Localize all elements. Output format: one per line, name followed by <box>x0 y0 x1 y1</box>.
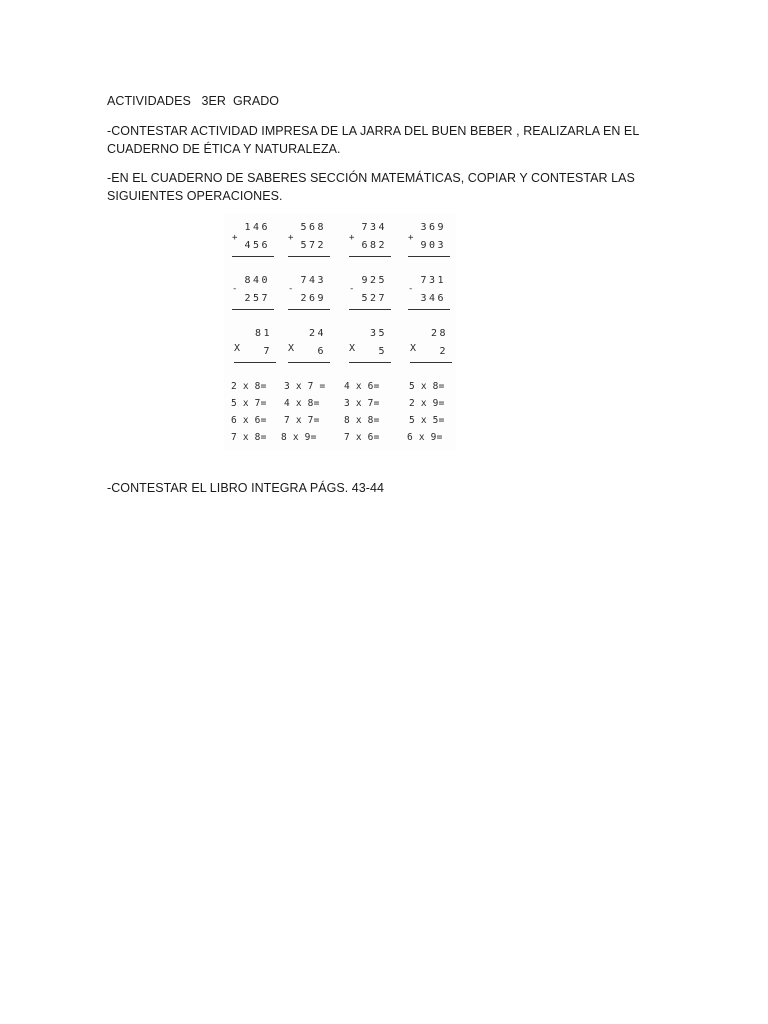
plus-sign: + <box>232 233 238 243</box>
addition-problem <box>232 222 272 262</box>
top-number: 925 <box>361 275 387 286</box>
bottom-number: 527 <box>361 293 387 304</box>
multiplication-fact: 7 x 7= <box>284 415 320 426</box>
answer-line <box>349 309 391 310</box>
top-number: 28 <box>430 328 448 339</box>
bottom-number: 572 <box>300 240 326 251</box>
bottom-number: 903 <box>420 240 446 251</box>
multiplication-problem <box>349 328 389 368</box>
math-worksheet-image <box>224 214 456 450</box>
minus-sign: - <box>232 284 238 294</box>
answer-line <box>232 309 274 310</box>
subtraction-problem <box>288 275 328 315</box>
multiplication-fact: 4 x 6= <box>344 381 380 392</box>
minus-sign: - <box>408 284 414 294</box>
answer-line <box>349 256 391 257</box>
subtraction-problem <box>408 275 448 315</box>
minus-sign: - <box>349 284 355 294</box>
plus-sign: + <box>288 233 294 243</box>
minus-sign: - <box>288 284 294 294</box>
multiplication-fact: 5 x 7= <box>231 398 267 409</box>
addition-problem <box>349 222 389 262</box>
answer-line <box>408 256 450 257</box>
answer-line <box>288 362 330 363</box>
bottom-number: 6 <box>317 346 326 357</box>
answer-line <box>288 309 330 310</box>
multiplication-fact: 6 x 9= <box>407 432 443 443</box>
multiplication-fact: 3 x 7= <box>344 398 380 409</box>
multiplication-fact: 5 x 5= <box>409 415 445 426</box>
top-number: 840 <box>244 275 270 286</box>
multiplication-fact: 2 x 9= <box>409 398 445 409</box>
bottom-number: 269 <box>300 293 326 304</box>
multiplication-fact: 7 x 6= <box>344 432 380 443</box>
bottom-number: 682 <box>361 240 387 251</box>
top-number: 35 <box>369 328 387 339</box>
bottom-number: 346 <box>420 293 446 304</box>
multiplication-fact: 3 x 7 = <box>284 381 326 392</box>
subtraction-problem <box>232 275 272 315</box>
page-title: ACTIVIDADES 3ER GRADO <box>107 94 280 108</box>
bottom-number: 456 <box>244 240 270 251</box>
bottom-number: 5 <box>378 346 387 357</box>
instruction-paragraph-2: -EN EL CUADERNO DE SABERES SECCIÓN MATEMÁTICAS, COPIAR Y CONTESTAR LAS SIGUIENTES OPERACIONES. <box>107 171 635 203</box>
bottom-number: 2 <box>439 346 448 357</box>
top-number: 24 <box>308 328 326 339</box>
multiplication-fact: 6 x 6= <box>231 415 267 426</box>
multiplication-problem <box>410 328 450 368</box>
top-number: 743 <box>300 275 326 286</box>
times-sign: X <box>288 343 295 354</box>
answer-line <box>288 256 330 257</box>
multiplication-fact: 4 x 8= <box>284 398 320 409</box>
times-sign: X <box>349 343 356 354</box>
plus-sign: + <box>408 233 414 243</box>
bottom-number: 7 <box>263 346 272 357</box>
instruction-paragraph-1: -CONTESTAR ACTIVIDAD IMPRESA DE LA JARRA DEL BUEN BEBER , REALIZARLA EN EL CUADERNO DE ÉTICA Y NATURALEZA. <box>107 124 639 156</box>
answer-line <box>410 362 452 363</box>
multiplication-problem <box>288 328 328 368</box>
multiplication-fact: 2 x 8= <box>231 381 267 392</box>
top-number: 146 <box>244 222 270 233</box>
multiplication-fact: 7 x 8= <box>231 432 267 443</box>
top-number: 369 <box>420 222 446 233</box>
addition-problem <box>288 222 328 262</box>
instruction-paragraph-3: -CONTESTAR EL LIBRO INTEGRA PÁGS. 43-44 <box>107 481 385 495</box>
multiplication-fact: 8 x 8= <box>344 415 380 426</box>
multiplication-fact: 5 x 8= <box>409 381 445 392</box>
plus-sign: + <box>349 233 355 243</box>
top-number: 731 <box>420 275 446 286</box>
bottom-number: 257 <box>244 293 270 304</box>
answer-line <box>232 256 274 257</box>
top-number: 734 <box>361 222 387 233</box>
top-number: 568 <box>300 222 326 233</box>
answer-line <box>408 309 450 310</box>
multiplication-problem <box>234 328 274 368</box>
times-sign: X <box>410 343 417 354</box>
times-sign: X <box>234 343 241 354</box>
addition-problem <box>408 222 448 262</box>
multiplication-fact: 8 x 9= <box>281 432 317 443</box>
top-number: 81 <box>254 328 272 339</box>
answer-line <box>349 362 391 363</box>
subtraction-problem <box>349 275 389 315</box>
answer-line <box>234 362 276 363</box>
